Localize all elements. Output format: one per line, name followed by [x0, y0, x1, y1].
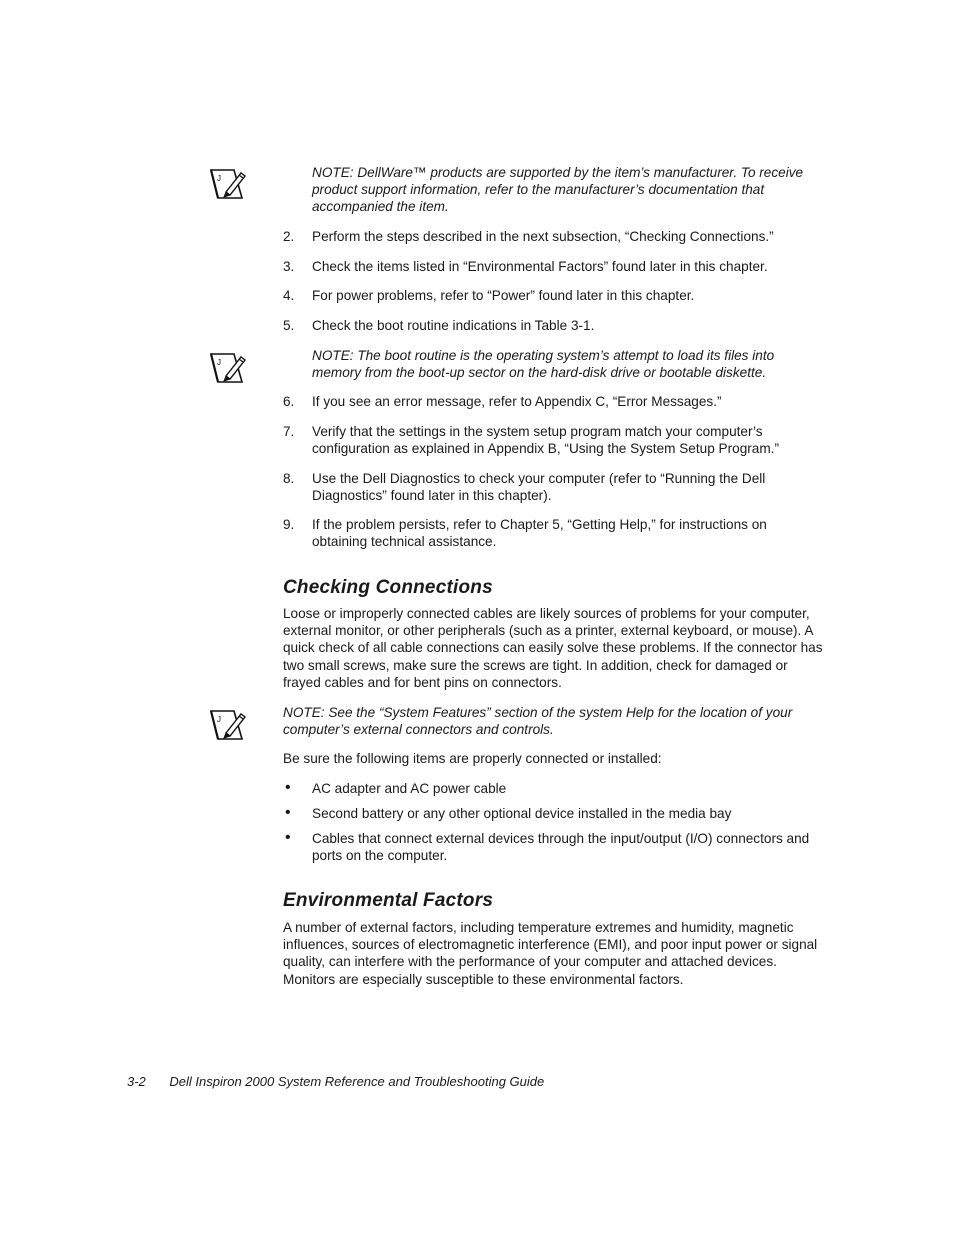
- page-number: 3-2: [127, 1074, 146, 1089]
- svg-text:J: J: [217, 715, 221, 724]
- note-pencil-icon: [208, 166, 248, 200]
- bullet-marker: •: [285, 779, 291, 796]
- step-number: 7.: [283, 424, 295, 439]
- bullet-item: Cables that connect external devices through the input/output (I/O) connectors and ports on the computer.: [312, 831, 810, 864]
- step-text: Check the boot routine indications in Table 3-1.: [312, 318, 595, 333]
- step-number: 4.: [283, 288, 295, 303]
- bullet-marker: •: [285, 804, 291, 821]
- note-pencil-icon: [208, 350, 248, 384]
- section-heading-environmental-factors: Environmental Factors: [283, 890, 494, 911]
- note-boot-routine: NOTE: The boot routine is the operating system’s attempt to load its files into memory from the boot-up sector on the hard-disk drive or bootable diskette.: [312, 348, 775, 381]
- svg-text:J: J: [217, 174, 221, 183]
- step-text: Perform the steps described in the next subsection, “Checking Connections.”: [312, 229, 774, 244]
- note-system-features: NOTE: See the “System Features” section of the system Help for the location of your computer’s external connectors and controls.: [283, 705, 793, 738]
- step-number: 3.: [283, 259, 295, 274]
- step-number: 6.: [283, 394, 295, 409]
- checking-connections-body: Loose or improperly connected cables are likely sources of problems for your computer, external monitor, or other peripherals (such as a printer, external keyboard, or mouse). A quick check of all cable connections can easily solve these problems. If the connector has two small screws, make sure the screws are tight. In addition, check for damaged or frayed cables and for bent pins on connectors.: [283, 606, 823, 690]
- step-text: Check the items listed in “Environmental Factors” found later in this chapter.: [312, 259, 768, 274]
- step-text: If the problem persists, refer to Chapter 5, “Getting Help,” for instructions on obtaining technical assistance.: [312, 517, 767, 550]
- page-footer: [127, 1074, 544, 1089]
- environmental-factors-body: A number of external factors, including temperature extremes and humidity, magnetic influences, sources of electromagnetic interference (EMI), and poor input power or signal quality, can interfere with the performance of your computer and attached devices. Monitors are especially susceptible to these environmental factors.: [283, 920, 818, 987]
- step-number: 8.: [283, 471, 295, 486]
- note-dellware: NOTE: DellWare™ products are supported by the item’s manufacturer. To receive product support information, refer to the manufacturer’s documentation that accompanied the item.: [312, 165, 804, 215]
- document-title: Dell Inspiron 2000 System Reference and Troubleshooting Guide: [169, 1074, 545, 1089]
- section-heading-checking-connections: Checking Connections: [283, 577, 493, 598]
- note-pencil-icon: [208, 707, 248, 741]
- step-text: For power problems, refer to “Power” found later in this chapter.: [312, 288, 695, 303]
- step-number: 5.: [283, 318, 295, 333]
- step-number: 2.: [283, 229, 295, 244]
- svg-text:J: J: [217, 358, 221, 367]
- checking-intro: Be sure the following items are properly connected or installed:: [283, 751, 662, 766]
- bullet-item: Second battery or any other optional device installed in the media bay: [312, 806, 732, 821]
- step-number: 9.: [283, 517, 295, 532]
- step-text: If you see an error message, refer to Appendix C, “Error Messages.”: [312, 394, 722, 409]
- step-text: Verify that the settings in the system setup program match your computer’s configuration as explained in Appendix B, “Using the System Setup Program.”: [312, 424, 779, 457]
- bullet-marker: •: [285, 829, 291, 846]
- step-text: Use the Dell Diagnostics to check your computer (refer to “Running the Dell Diagnostics” found later in this chapter).: [312, 471, 766, 504]
- bullet-item: AC adapter and AC power cable: [312, 781, 507, 796]
